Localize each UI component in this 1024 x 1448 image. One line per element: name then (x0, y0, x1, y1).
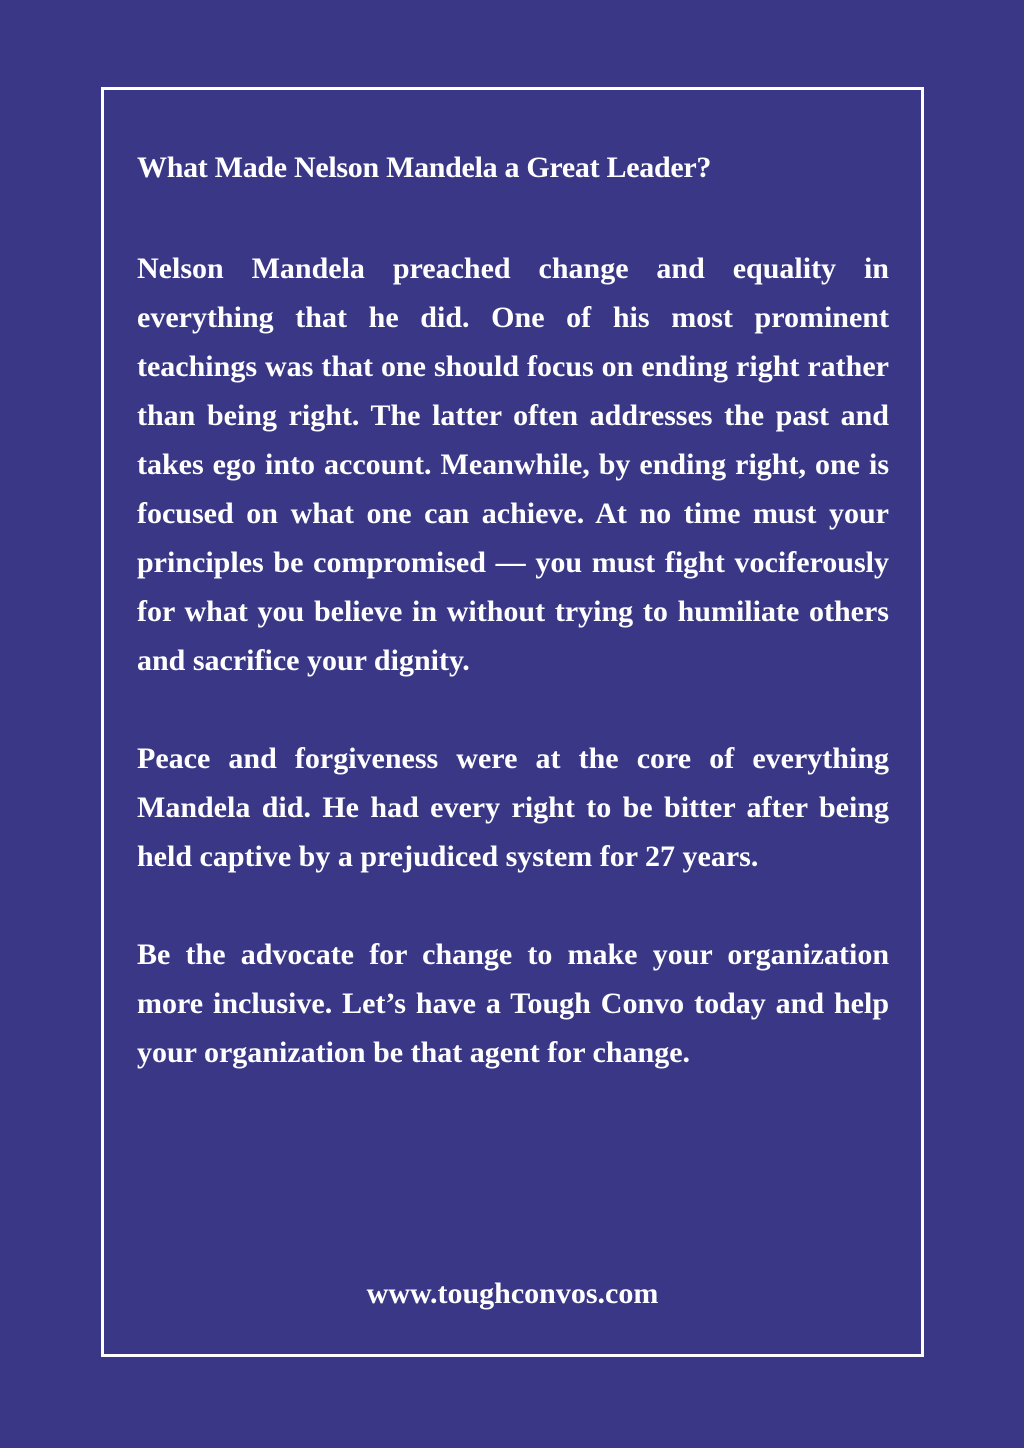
document-title: What Made Nelson Mandela a Great Leader? (137, 151, 712, 184)
paragraph-mandela-teachings: Nelson Mandela preached change and equality in everything that he did. One of his most prominent teachings was that one should focus on ending right rather than being right. The latter often addresses the past and takes ego into account. Meanwhile, by ending right, one is focused on what one can achieve. At no time must your principles be compromised — you must fight vociferously for what you believe in without trying to humiliate others and sacrifice your dignity. (137, 252, 889, 677)
paragraph-call-to-action: Be the advocate for change to make your organization more inclusive. Let’s have a Tough Convo today and help your organization be that agent for change. (137, 938, 889, 1069)
website-url: www.toughconvos.com (366, 1277, 659, 1310)
paragraph-peace-forgiveness: Peace and forgiveness were at the core of everything Mandela did. He had every right to be bitter after being held captive by a prejudiced system for 27 years. (137, 742, 889, 873)
document-content (137, 146, 889, 1126)
